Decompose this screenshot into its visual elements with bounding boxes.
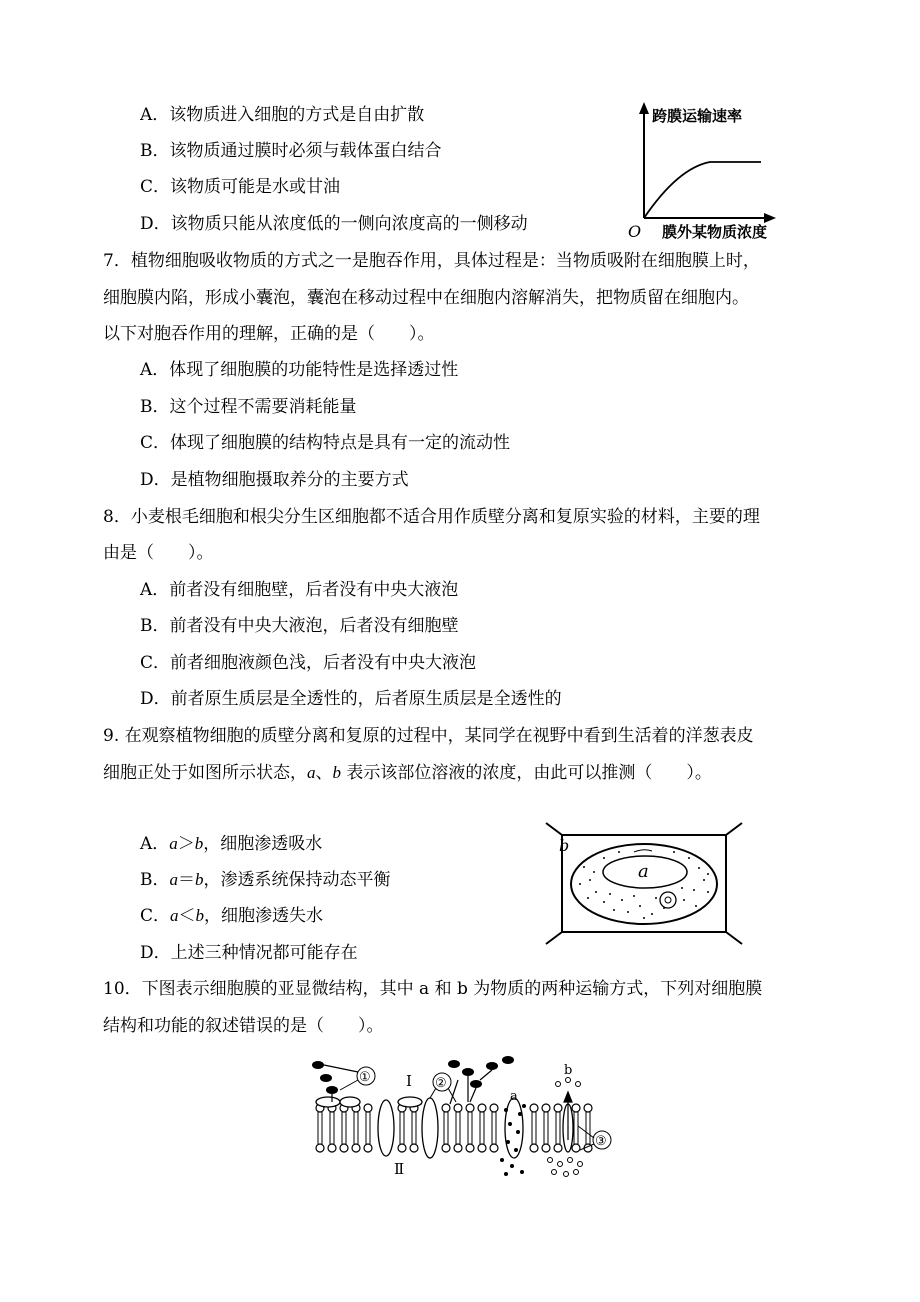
q7-option-c: C．体现了细胞膜的结构特点是具有一定的流动性: [140, 433, 511, 453]
q9-stem-line-2: 细胞正处于如图所示状态，a、b 表示该部位溶液的浓度，由此可以推测（ ）。: [103, 763, 712, 783]
q7-stem-line-1: 7．植物细胞吸收物质的方式之一是胞吞作用，具体过程是：当物质吸附在细胞膜上时，: [103, 251, 760, 271]
label-b: b: [564, 1063, 573, 1078]
graph-origin: O: [628, 222, 642, 241]
q10-stem-line-1: 10．下图表示细胞膜的亚显微结构，其中 a 和 b 为物质的两种运输方式，下列对细胞膜: [103, 979, 763, 999]
q8-stem-line-1: 8．小麦根毛细胞和根尖分生区细胞都不适合用作质壁分离和复原实验的材料，主要的理: [103, 507, 760, 527]
q9-stem-line-1: 9. 在观察植物细胞的质壁分离和复原的过程中，某同学在视野中看到生活着的洋葱表皮: [103, 726, 754, 746]
q6-option-d: D．该物质只能从浓度低的一侧向浓度高的一侧移动: [140, 214, 528, 234]
label-2: ②: [435, 1076, 447, 1091]
q6-option-c: C．该物质可能是水或甘油: [140, 177, 341, 197]
label-side-I: Ⅰ: [406, 1072, 412, 1090]
q8-option-d: D．前者原生质层是全透性的，后者原生质层是全透性的: [140, 689, 562, 709]
graph-x-label: 膜外某物质浓度: [662, 223, 768, 241]
figure-label-a: a: [638, 861, 649, 882]
q9-option-c: C．a＜b，细胞渗透失水: [140, 906, 324, 926]
graph-y-label: 跨膜运输速率: [652, 107, 743, 125]
q6-option-b: B．该物质通过膜时必须与载体蛋白结合: [140, 141, 442, 161]
q9-option-b: B．a＝b，渗透系统保持动态平衡: [140, 870, 391, 890]
q8-stem-line-2: 由是（ ）。: [103, 543, 214, 563]
q10-membrane-figure: [306, 1050, 626, 1180]
q8-option-a: A．前者没有细胞壁，后者没有中央大液泡: [140, 580, 459, 600]
q9-option-a: A．a＞b，细胞渗透吸水: [140, 834, 323, 854]
q9-plasmolysis-cell-figure: [544, 822, 744, 946]
q7-stem-line-2: 细胞膜内陷，形成小囊泡，囊泡在移动过程中在细胞内溶解消失，把物质留在细胞内。: [103, 288, 749, 308]
q6-option-a: A．该物质进入细胞的方式是自由扩散: [140, 105, 425, 125]
q9-option-d: D．上述三种情况都可能存在: [140, 943, 358, 963]
q7-option-b: B．这个过程不需要消耗能量: [140, 397, 357, 417]
q10-stem-line-2: 结构和功能的叙述错误的是（ ）。: [103, 1016, 384, 1036]
q7-option-a: A．体现了细胞膜的功能特性是选择透过性: [140, 360, 459, 380]
q8-option-b: B．前者没有中央大液泡，后者没有细胞壁: [140, 616, 459, 636]
label-3: ③: [595, 1134, 607, 1149]
q7-stem-line-3: 以下对胞吞作用的理解，正确的是（ ）。: [103, 324, 435, 344]
figure-label-b: b: [559, 836, 570, 855]
q8-option-c: C．前者细胞液颜色浅，后者没有中央大液泡: [140, 653, 477, 673]
label-a: a: [510, 1089, 518, 1104]
q7-option-d: D．是植物细胞摄取养分的主要方式: [140, 470, 409, 490]
label-1: ①: [359, 1070, 371, 1085]
label-side-II: Ⅱ: [394, 1160, 405, 1178]
q6-transport-rate-graph: [618, 96, 788, 246]
